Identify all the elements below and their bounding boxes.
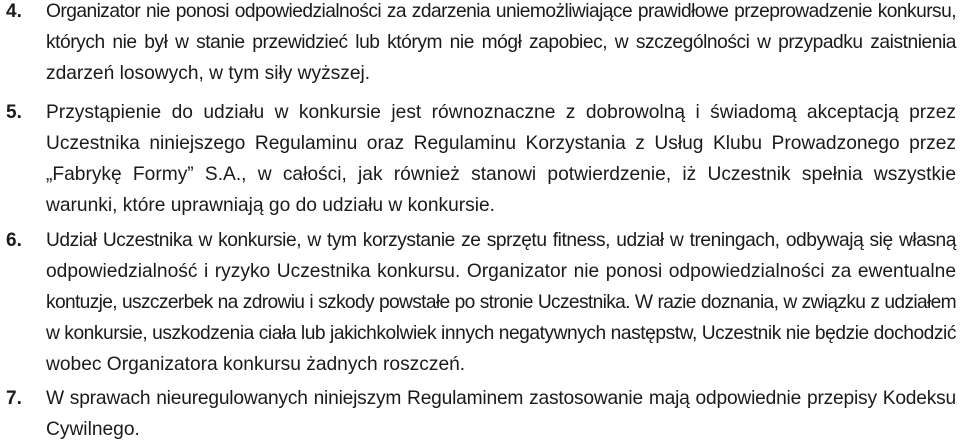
paragraph-line: Cywilnego. [46, 419, 140, 440]
paragraph-5 [0, 97, 960, 221]
paragraph-4 [0, 0, 960, 89]
paragraph-line: W sprawach nieuregulowanych niniejszym Regulaminem zastosowanie mają odpowiednie przepisy Kodeksu [46, 388, 956, 409]
paragraph-line: wobec Organizatora konkursu żadnych roszczeń. [46, 354, 466, 375]
paragraph-line: odpowiedzialność i ryzyko Uczestnika konkursu. Organizator nie ponosi odpowiedzialności za ewentualne [46, 261, 956, 282]
paragraph-number: 4. [6, 1, 22, 22]
paragraph-line: Organizator nie ponosi odpowiedzialności za zdarzenia uniemożliwiające prawidłowe przeprowadzenie konkursu, [46, 1, 956, 22]
paragraph-line: Uczestnika niniejszego Regulaminu oraz Regulaminu Korzystania z Usług Klubu Prowadzonego przez [46, 133, 956, 154]
paragraph-line: których nie był w stanie przewidzieć lub którym nie mógł zapobiec, w szczególności w przypadku zaistnienia [46, 32, 956, 53]
paragraph-number: 7. [6, 388, 22, 409]
paragraph-line: Udział Uczestnika w konkursie, w tym korzystanie ze sprzętu fitness, udział w treningach, odbywają się własną [46, 230, 956, 251]
paragraph-line: „Fabrykę Formy” S.A., w całości, jak również stanowi potwierdzenie, iż Uczestnik spełnia wszystkie [46, 164, 956, 185]
paragraph-line: warunki, które uprawniają go do udziału w konkursie. [46, 195, 496, 216]
paragraph-line: kontuzje, uszczerbek na zdrowiu i szkody powstałe po stronie Uczestnika. W razie doznania, w związku z udziałem [46, 292, 956, 313]
paragraph-line: w konkursie, uszkodzenia ciała lub jakichkolwiek innych negatywnych następstw, Uczestnik nie będzie dochodzić [46, 323, 956, 344]
paragraph-number: 5. [6, 102, 22, 123]
paragraph-6 [0, 225, 960, 380]
paragraph-number: 6. [6, 230, 22, 251]
paragraph-line: Przystąpienie do udziału w konkursie jest równoznaczne z dobrowolną i świadomą akceptacją przez [46, 102, 956, 123]
paragraph-7 [0, 383, 960, 445]
paragraph-line: zdarzeń losowych, w tym siły wyższej. [46, 63, 371, 84]
